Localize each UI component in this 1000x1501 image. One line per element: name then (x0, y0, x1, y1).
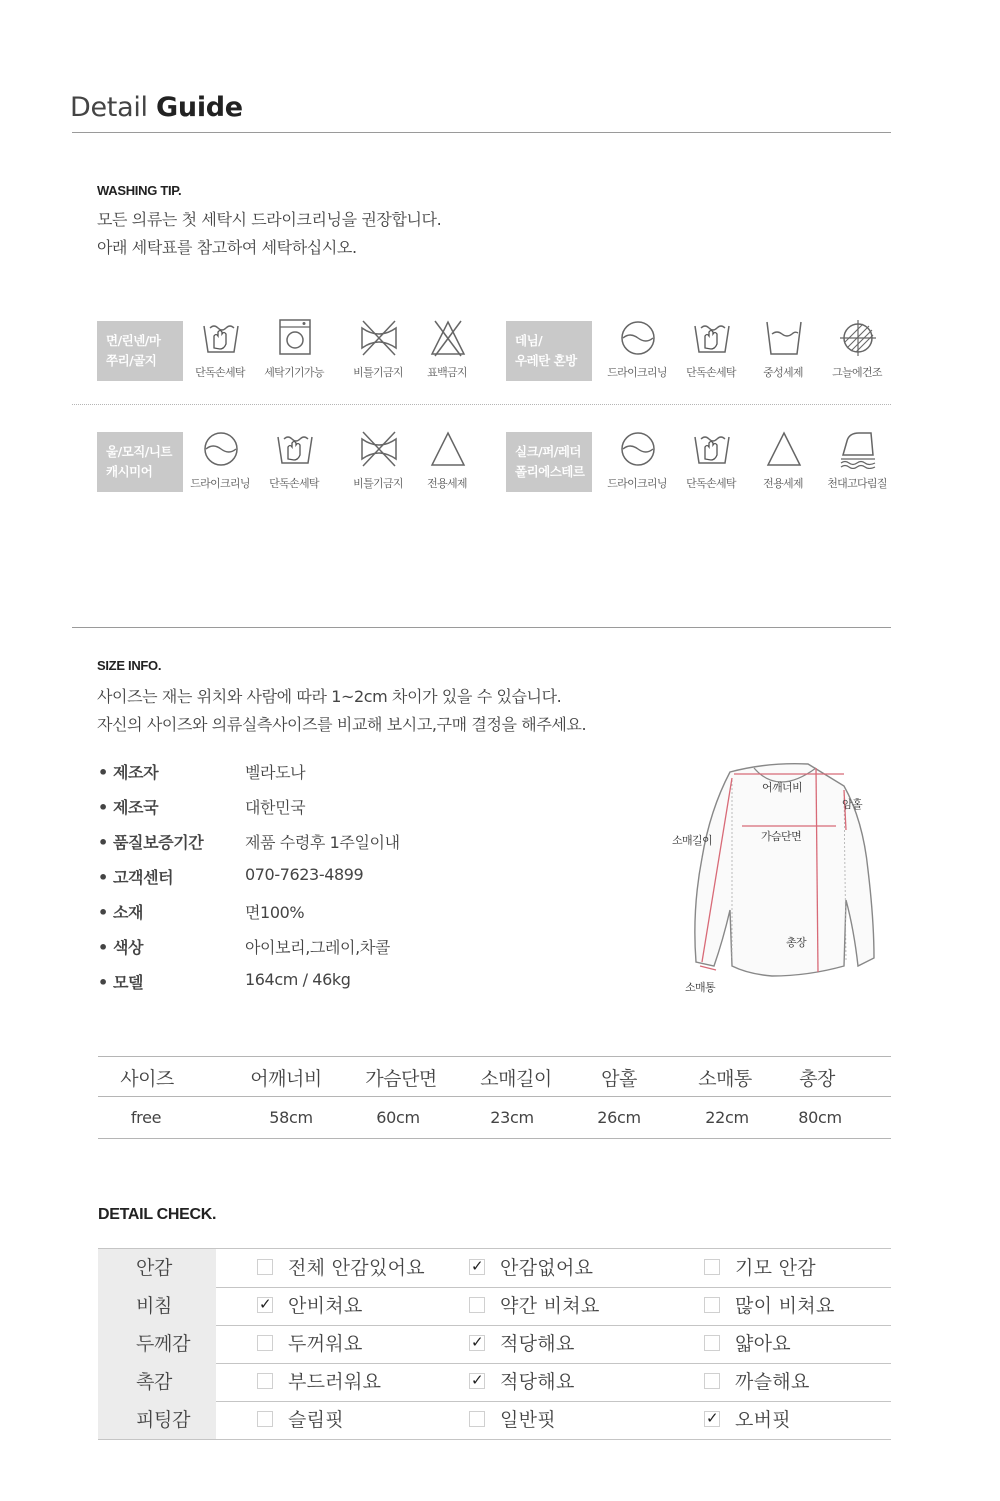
hand-wash-icon (202, 318, 240, 358)
size-table-cell: 60cm (376, 1108, 420, 1127)
detail-check-option-label: 많이 비쳐요 (735, 1295, 835, 1317)
spec-key-text: 소재 (113, 903, 144, 922)
wash-group-label-line2: 폴리에스테르 (515, 464, 585, 479)
diagram-label-total-length: 총장 (786, 936, 807, 949)
wash-group-label (97, 321, 183, 381)
spec-key (98, 830, 203, 853)
checkbox[interactable] (257, 1411, 273, 1427)
wash-divider (72, 404, 891, 405)
spec-bullet: • (98, 868, 108, 887)
wash-symbol (343, 429, 413, 499)
wash-group-label-line1: 울/모직/니트 (106, 444, 173, 459)
page-title (70, 92, 243, 123)
wash-group-label-line1: 실크/퍼/레더 (515, 444, 582, 459)
wash-group-label-line1: 데님/ (515, 333, 543, 348)
detail-check-option-label: 안비쳐요 (288, 1295, 363, 1317)
wash-symbol (676, 318, 746, 388)
washing-machine-icon (276, 318, 314, 358)
shade-dry-icon (839, 318, 877, 358)
no-bleach-icon (429, 318, 467, 358)
spec-value: 070-7623-4899 (245, 865, 364, 884)
spec-value: 아이보리,그레이,차콜 (245, 938, 390, 957)
size-table-header-border (98, 1096, 891, 1097)
detail-check-heading: DETAIL CHECK. (98, 1206, 217, 1223)
size-table-top-border (98, 1056, 891, 1057)
washing-text-2: 아래 세탁표를 참고하여 세탁하십시오. (97, 238, 357, 257)
wash-symbol (602, 318, 672, 388)
detail-check-row-label: 비침 (98, 1287, 216, 1325)
size-table-cell: 26cm (597, 1108, 641, 1127)
spec-key (98, 970, 143, 993)
size-table-header: 소매통 (698, 1068, 752, 1090)
detail-check-option-label: 얇아요 (735, 1333, 791, 1355)
wash-symbol-label: 단독손세탁 (686, 477, 736, 490)
wash-group-label-line1: 면/린넨/마 (106, 333, 161, 348)
spec-key-text: 제조자 (113, 763, 159, 782)
detail-check-row-label: 촉감 (98, 1363, 216, 1401)
size-table-header: 암홀 (601, 1068, 637, 1090)
detail-check-row (98, 1287, 891, 1326)
size-table-bottom-border (98, 1138, 891, 1139)
spec-bullet: • (98, 833, 108, 852)
checkbox[interactable] (704, 1373, 720, 1389)
spec-key-text: 제조국 (113, 798, 159, 817)
wash-symbol-label: 단독손세탁 (269, 477, 319, 490)
detail-check-option-label: 적당해요 (500, 1333, 575, 1355)
spec-key-text: 색상 (113, 938, 144, 957)
neutral-detergent-icon (765, 318, 803, 358)
wash-group-label-line2: 쭈리/골지 (106, 353, 157, 368)
detail-check-row-label: 안감 (98, 1249, 216, 1287)
checkmark-icon: ✓ (259, 1295, 272, 1313)
dry-clean-icon (619, 318, 657, 358)
wash-symbol (185, 429, 255, 499)
spec-key-text: 품질보증기간 (113, 833, 204, 852)
wash-symbol-label: 세탁기기가능 (264, 366, 324, 379)
checkmark-icon: ✓ (706, 1409, 719, 1427)
wash-symbol (343, 318, 413, 388)
wash-symbol-label: 비틀기금지 (353, 477, 403, 490)
no-wring-icon (360, 318, 398, 358)
checkbox[interactable] (704, 1335, 720, 1351)
size-info-heading: SIZE INFO. (97, 658, 162, 673)
title-light: Detail (70, 92, 148, 123)
checkbox[interactable] (469, 1335, 485, 1351)
checkmark-icon: ✓ (471, 1257, 484, 1275)
spec-value: 164cm / 46kg (245, 970, 351, 989)
washing-heading: WASHING TIP. (97, 183, 182, 198)
size-table-cell: 23cm (490, 1108, 534, 1127)
wash-symbol-label: 비틀기금지 (353, 366, 403, 379)
wash-symbol-label: 그늘에건조 (832, 366, 882, 379)
size-table-header: 총장 (799, 1068, 835, 1090)
wash-group-label (506, 321, 592, 381)
detail-check-option-label: 적당해요 (500, 1371, 575, 1393)
dry-clean-icon (202, 429, 240, 469)
wash-symbol-label: 드라이크리닝 (190, 477, 250, 490)
diagram-label-armhole: 암홀 (842, 798, 863, 811)
detail-check-row-label: 피팅감 (98, 1401, 216, 1439)
size-table-header: 어깨너비 (250, 1068, 322, 1090)
checkbox[interactable] (469, 1259, 485, 1275)
wash-symbol-label: 중성세제 (763, 366, 803, 379)
special-detergent-icon (429, 429, 467, 469)
wash-symbol-label: 드라이크리닝 (607, 366, 667, 379)
wash-symbol (412, 318, 482, 388)
hand-wash-icon (693, 318, 731, 358)
size-table-cell: 58cm (269, 1108, 313, 1127)
checkbox[interactable] (704, 1297, 720, 1313)
spec-value: 대한민국 (245, 798, 306, 817)
wash-symbol-label: 단독손세탁 (195, 366, 245, 379)
detail-check-option-label: 기모 안감 (735, 1257, 816, 1279)
wash-group-label (506, 432, 592, 492)
wash-symbol (259, 429, 329, 499)
detail-check-option-label: 안감없어요 (500, 1257, 594, 1279)
header-divider (72, 132, 891, 133)
dry-clean-icon (619, 429, 657, 469)
detail-check-option-label: 슬림핏 (288, 1409, 344, 1431)
diagram-label-shoulder: 어깨너비 (762, 781, 803, 794)
wash-symbol (259, 318, 329, 388)
wash-symbol (412, 429, 482, 499)
spec-value: 면100% (245, 903, 305, 922)
wash-symbol-label: 표백금지 (427, 366, 467, 379)
detail-check-row (98, 1401, 891, 1440)
detail-check-option-label: 전체 안감있어요 (288, 1257, 425, 1279)
section-divider (72, 627, 891, 628)
spec-bullet: • (98, 763, 108, 782)
wash-group-label-line2: 캐시미어 (106, 464, 153, 479)
wash-symbol (748, 318, 818, 388)
checkbox[interactable] (704, 1411, 720, 1427)
detail-check-row (98, 1249, 891, 1288)
detail-check-option-label: 오버핏 (735, 1409, 791, 1431)
wash-group-label (97, 432, 183, 492)
washing-text-1: 모든 의류는 첫 세탁시 드라이크리닝을 권장합니다. (97, 210, 442, 229)
special-detergent-icon (765, 429, 803, 469)
diagram-label-chest: 가슴단면 (761, 830, 802, 843)
title-bold: Guide (156, 92, 243, 123)
checkbox[interactable] (257, 1335, 273, 1351)
wash-symbol (676, 429, 746, 499)
diagram-label-sleeve-width: 소매통 (685, 981, 716, 994)
size-table-header: 소매길이 (480, 1068, 552, 1090)
wash-symbol-label: 단독손세탁 (686, 366, 736, 379)
checkmark-icon: ✓ (471, 1333, 484, 1351)
size-table-cell: 22cm (705, 1108, 749, 1127)
wash-symbol-label: 천대고다림질 (827, 477, 887, 490)
wash-symbol (185, 318, 255, 388)
wash-symbol (822, 429, 892, 499)
checkbox[interactable] (704, 1259, 720, 1275)
wash-symbol-label: 전용세제 (427, 477, 467, 490)
checkbox[interactable] (469, 1297, 485, 1313)
wash-symbol-label: 전용세제 (763, 477, 803, 490)
size-table-cell: 80cm (798, 1108, 842, 1127)
size-table-cell: free (130, 1108, 162, 1127)
checkbox[interactable] (469, 1411, 485, 1427)
spec-key (98, 795, 158, 818)
diagram-label-sleeve-length: 소매길이 (672, 834, 713, 847)
size-info-text-2: 자신의 사이즈와 의류실측사이즈를 비교해 보시고,구매 결정을 해주세요. (97, 715, 587, 734)
size-table-header: 가슴단면 (365, 1068, 437, 1090)
detail-check-option-label: 까슬해요 (735, 1371, 810, 1393)
spec-key (98, 935, 143, 958)
spec-value: 벨라도나 (245, 763, 306, 782)
detail-check-row (98, 1363, 891, 1402)
spec-bullet: • (98, 903, 108, 922)
spec-key-text: 모델 (113, 973, 144, 992)
checkbox[interactable] (257, 1373, 273, 1389)
detail-check-option-label: 부드러워요 (288, 1371, 382, 1393)
checkbox[interactable] (257, 1297, 273, 1313)
spec-bullet: • (98, 938, 108, 957)
spec-bullet: • (98, 798, 108, 817)
wash-symbol (822, 318, 892, 388)
wash-symbol (602, 429, 672, 499)
size-info-text-1: 사이즈는 재는 위치와 사람에 따라 1~2cm 차이가 있을 수 있습니다. (97, 687, 562, 706)
wash-group-label-line2: 우레탄 혼방 (515, 353, 577, 368)
detail-check-option-label: 일반핏 (500, 1409, 556, 1431)
checkbox[interactable] (257, 1259, 273, 1275)
wash-symbol-label: 드라이크리닝 (607, 477, 667, 490)
checkmark-icon: ✓ (471, 1371, 484, 1389)
hand-wash-icon (693, 429, 731, 469)
detail-check-row-label: 두께감 (98, 1325, 216, 1363)
spec-key (98, 760, 158, 783)
spec-key (98, 900, 143, 923)
size-table-header: 사이즈 (120, 1068, 174, 1090)
cloth-iron-icon (839, 429, 877, 469)
spec-value: 제품 수령후 1주일이내 (245, 833, 400, 852)
checkbox[interactable] (469, 1373, 485, 1389)
spec-bullet: • (98, 973, 108, 992)
detail-check-option-label: 약간 비쳐요 (500, 1295, 600, 1317)
hand-wash-icon (276, 429, 314, 469)
detail-check-row (98, 1325, 891, 1364)
spec-key-text: 고객센터 (113, 868, 174, 887)
spec-key (98, 865, 173, 888)
no-wring-icon (360, 429, 398, 469)
detail-check-option-label: 두꺼워요 (288, 1333, 363, 1355)
wash-symbol (748, 429, 818, 499)
